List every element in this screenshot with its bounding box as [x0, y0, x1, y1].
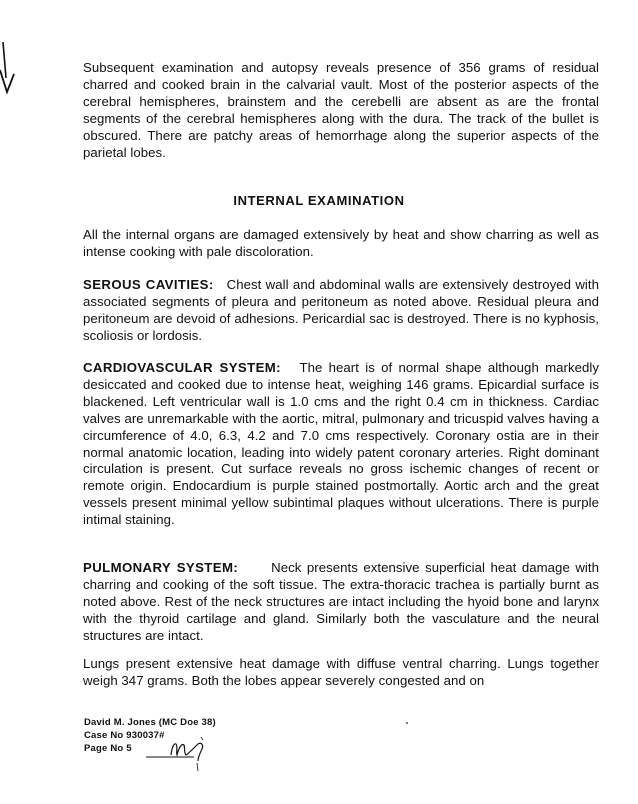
- footer-page-number: Page No 5: [84, 743, 132, 754]
- speck: [406, 722, 408, 724]
- paragraph-pulmonary: [83, 560, 599, 645]
- section-title: INTERNAL EXAMINATION: [233, 193, 405, 208]
- cardiovascular-heading: CARDIOVASCULAR SYSTEM:: [83, 360, 281, 375]
- serous-cavities-text: Chest wall and abdominal walls are extensively destroyed with associated segments of pleura and peritoneum as noted above. Residual pleura and peritoneum are devoid of adhesions. Pericardial sac is destroyed. There is no kyphosis, scoliosis or lordosis.: [83, 277, 599, 343]
- footer-case-number: Case No 930037#: [84, 730, 165, 741]
- cardiovascular-text: The heart is of normal shape although markedly desiccated and cooked due to intense heat, weighing 146 grams. Epicardial surface is blackened. Left ventricular wall is 1.0 cms and the right 0.4 cm in thickness. Cardiac valves are unremarkable with the aortic, mitral, pulmonary and tricuspid valves having a circumference of 4.0, 6.3, 4.2 and 7.0 cms respectively. Coronary ostia are in their normal anatomic location, leading into widely patent coronary arteries. Right dominant circulation is present. Cut surface reveals no gross ischemic changes of recent or remote origin. Endocardium is purple stained postmortally. Aortic arch and the great vessels present minimal yellow subintimal plaques without ulcerations. There is purple intimal staining.: [83, 360, 599, 528]
- pulmonary-text: Neck presents extensive superficial heat damage with charring and cooking of the soft tissue. The extra-thoracic trachea is partially burnt as noted above. Rest of the neck structures are intact including the hyoid bone and larynx with the thyroid cartilage and gland. Similarly both the vasculature and the neural structures are intact.: [83, 560, 599, 643]
- serous-cavities-heading: SEROUS CAVITIES:: [83, 277, 214, 292]
- paragraph-internal-organs: All the internal organs are damaged extensively by heat and show charring as well as intense cooking with pale discoloration.: [83, 227, 599, 259]
- handwritten-initials: [146, 735, 216, 780]
- pulmonary-heading: PULMONARY SYSTEM:: [83, 560, 239, 575]
- paragraph-lungs: Lungs present extensive heat damage with diffuse ventral charring. Lungs together weigh 347 grams. Both the lobes appear severely congested and on: [83, 656, 599, 688]
- paragraph-serous-cavities: [83, 277, 599, 345]
- margin-arrow-mark: [0, 40, 20, 100]
- paragraph-brain: Subsequent examination and autopsy reveals presence of 356 grams of residual charred and cooked brain in the calvarial vault. Most of the posterior aspects of the cerebral hemispheres, brainstem and the cerebelli are absent as are the frontal segments of the cerebral hemispheres along with the dura. The track of the bullet is obscured. There are patchy areas of hemorrhage along the superior aspects of the parietal lobes.: [83, 60, 599, 160]
- footer-name: David M. Jones (MC Doe 38): [84, 717, 216, 728]
- paragraph-cardiovascular: [83, 360, 599, 529]
